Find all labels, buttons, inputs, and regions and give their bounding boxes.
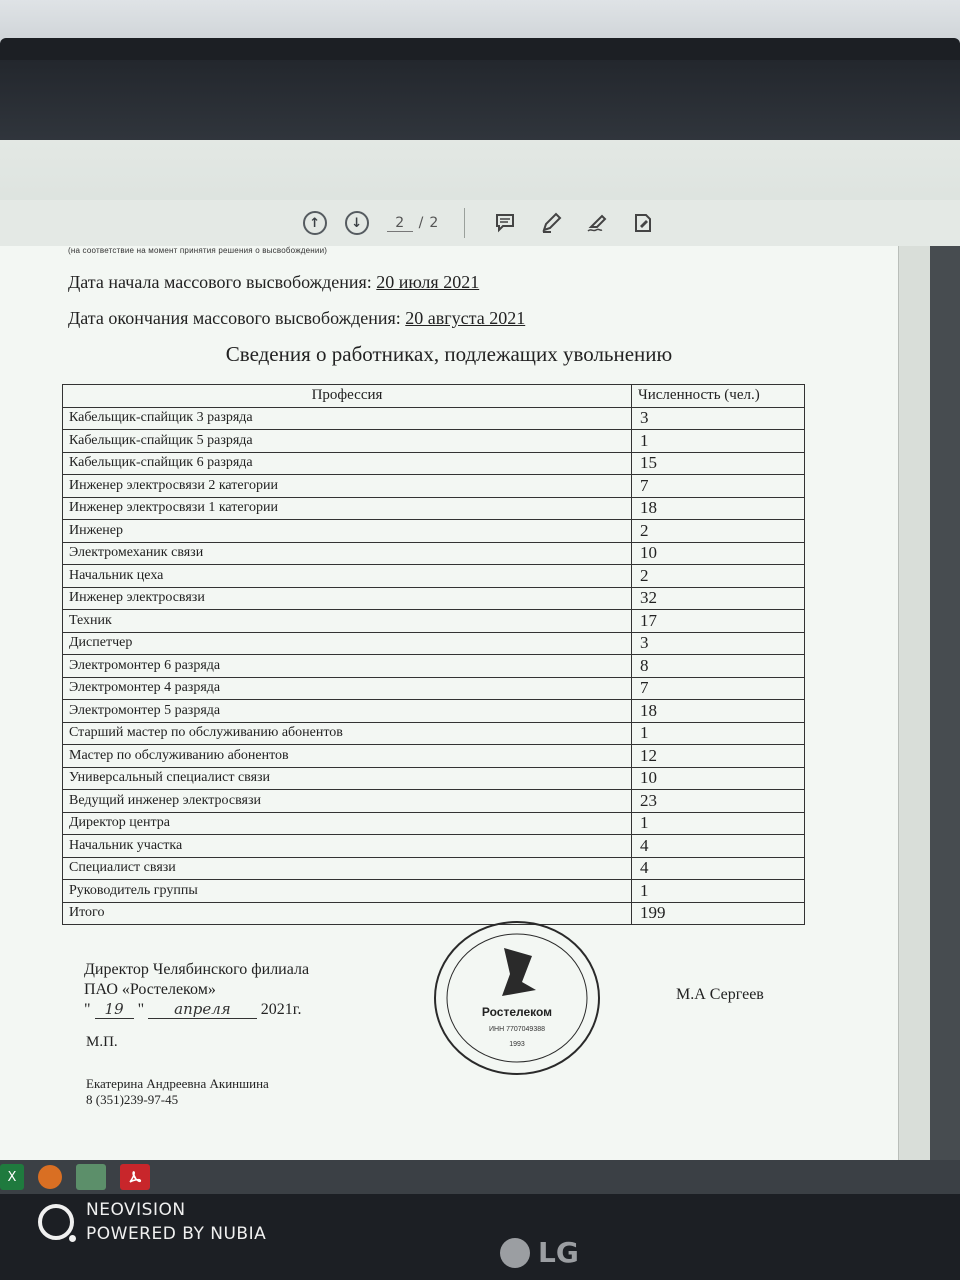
neovision-logo-icon <box>38 1204 74 1240</box>
count-cell: 2 <box>632 520 805 543</box>
profession-cell: Кабельщик-спайщик 5 разряда <box>63 430 632 453</box>
fill-sign-icon <box>632 212 654 234</box>
profession-cell: Ведущий инженер электросвязи <box>63 790 632 813</box>
table-row <box>63 587 805 610</box>
excel-icon[interactable]: X <box>0 1164 24 1190</box>
total-label: Итого <box>63 902 632 925</box>
table-row <box>63 632 805 655</box>
count-cell: 18 <box>632 497 805 520</box>
profession-cell: Директор центра <box>63 812 632 835</box>
table-row <box>63 655 805 678</box>
next-page-button[interactable] <box>345 211 369 235</box>
count-cell: 3 <box>632 632 805 655</box>
monitor-screen <box>0 140 960 1160</box>
quote-open: " <box>84 1001 91 1018</box>
monitor-brand-text: LG <box>538 1236 579 1269</box>
stamp-year: 1993 <box>509 1041 525 1048</box>
count-cell: 4 <box>632 835 805 858</box>
table-row <box>63 835 805 858</box>
table-row <box>63 677 805 700</box>
date-year: 2021г. <box>260 1001 302 1018</box>
pen-icon <box>540 212 562 234</box>
table-row <box>63 475 805 498</box>
profession-cell: Начальник участка <box>63 835 632 858</box>
column-header-profession: Профессия <box>63 385 632 408</box>
table-row <box>63 812 805 835</box>
employees-table <box>62 384 805 925</box>
profession-cell: Электромонтер 4 разряда <box>63 677 632 700</box>
profession-cell: Универсальный специалист связи <box>63 767 632 790</box>
comment-button[interactable] <box>491 209 519 237</box>
pdf-icon <box>127 1169 143 1185</box>
date-day: 19 <box>95 1000 134 1019</box>
count-cell: 1 <box>632 430 805 453</box>
firefox-icon[interactable] <box>38 1165 62 1189</box>
company-stamp <box>432 918 602 1078</box>
count-cell: 10 <box>632 767 805 790</box>
profession-cell: Электромонтер 6 разряда <box>63 655 632 678</box>
profession-cell: Мастер по обслуживанию абонентов <box>63 745 632 768</box>
viewer-dark-panel <box>930 246 960 1160</box>
pdf-toolbar <box>0 200 960 246</box>
count-cell: 2 <box>632 565 805 588</box>
table-row <box>63 745 805 768</box>
end-date-line <box>68 308 525 329</box>
count-cell: 12 <box>632 745 805 768</box>
profession-cell: Специалист связи <box>63 857 632 880</box>
table-header-row <box>63 385 805 408</box>
profession-cell: Электромеханик связи <box>63 542 632 565</box>
table-row <box>63 542 805 565</box>
count-cell: 18 <box>632 700 805 723</box>
signer-name: М.А Сергеев <box>676 986 764 1003</box>
signature-line-2: ПАО «Ростелеком» <box>84 981 216 998</box>
watermark-line-1: NEOVISION <box>86 1200 186 1220</box>
viewer-gutter <box>898 246 930 1160</box>
count-cell: 8 <box>632 655 805 678</box>
count-cell: 7 <box>632 677 805 700</box>
quote-close: " <box>137 1001 145 1018</box>
stamp-company: Ростелеком <box>481 1005 553 1019</box>
previous-page-button[interactable] <box>303 211 327 235</box>
table-row <box>63 857 805 880</box>
table-row <box>63 610 805 633</box>
start-date-line <box>68 272 479 293</box>
app-icon[interactable] <box>76 1164 106 1190</box>
arrow-down-icon: ↓ <box>351 215 363 231</box>
count-cell: 1 <box>632 880 805 903</box>
stamp-logo-icon <box>502 948 536 996</box>
count-cell: 15 <box>632 452 805 475</box>
table-row <box>63 790 805 813</box>
signature-line-1: Директор Челябинского филиала <box>84 961 310 978</box>
cut-off-note: (на соответствие на момент принятия решения о высвобождении) <box>68 246 328 255</box>
lg-logo-icon <box>500 1238 530 1268</box>
profession-cell: Кабельщик-спайщик 6 разряда <box>63 452 632 475</box>
contact-phone: 8 (351)239-97-45 <box>86 1092 179 1107</box>
taskbar <box>0 1160 960 1194</box>
count-cell: 10 <box>632 542 805 565</box>
column-header-count: Численность (чел.) <box>632 385 805 408</box>
count-cell: 1 <box>632 812 805 835</box>
fill-sign-button[interactable] <box>629 209 657 237</box>
table-row <box>63 880 805 903</box>
count-cell: 4 <box>632 857 805 880</box>
count-cell: 32 <box>632 587 805 610</box>
profession-cell: Электромонтер 5 разряда <box>63 700 632 723</box>
start-date-label: Дата начала массового высвобождения: <box>68 272 372 292</box>
profession-cell: Техник <box>63 610 632 633</box>
signature-date <box>84 1000 302 1019</box>
profession-cell: Инженер электросвязи <box>63 587 632 610</box>
table-row <box>63 722 805 745</box>
signature-title <box>84 960 309 1000</box>
count-cell: 3 <box>632 407 805 430</box>
document-page <box>0 246 899 1160</box>
arrow-up-icon: ↑ <box>309 215 321 231</box>
profession-cell: Начальник цеха <box>63 565 632 588</box>
camera-watermark <box>38 1198 266 1246</box>
monitor-brand <box>500 1236 579 1269</box>
table-row <box>63 565 805 588</box>
page-number-input[interactable]: 2 <box>387 215 413 232</box>
table-row <box>63 497 805 520</box>
monitor-bezel-top <box>0 60 960 140</box>
table-row <box>63 520 805 543</box>
table-row <box>63 407 805 430</box>
page-indicator <box>387 215 439 232</box>
table-row <box>63 452 805 475</box>
page-total: 2 <box>429 215 439 231</box>
toolbar-divider <box>464 208 465 238</box>
profession-cell: Диспетчер <box>63 632 632 655</box>
stamp-inn: ИНН 7707049388 <box>488 1026 546 1033</box>
count-cell: 23 <box>632 790 805 813</box>
table-row <box>63 430 805 453</box>
profession-cell: Старший мастер по обслуживанию абонентов <box>63 722 632 745</box>
profession-cell: Инженер электросвязи 1 категории <box>63 497 632 520</box>
date-month: апреля <box>148 1000 257 1019</box>
pdf-reader-icon[interactable] <box>120 1164 150 1190</box>
start-date-value: 20 июля 2021 <box>376 272 480 292</box>
contact-info <box>86 1076 269 1108</box>
total-value: 199 <box>632 902 805 925</box>
profession-cell: Инженер <box>63 520 632 543</box>
highlight-button[interactable] <box>537 209 565 237</box>
count-cell: 7 <box>632 475 805 498</box>
profession-cell: Инженер электросвязи 2 категории <box>63 475 632 498</box>
profession-cell: Кабельщик-спайщик 3 разряда <box>63 407 632 430</box>
sign-button[interactable] <box>583 209 611 237</box>
watermark-line-2: POWERED BY NUBIA <box>86 1224 267 1244</box>
profession-cell: Руководитель группы <box>63 880 632 903</box>
table-heading: Сведения о работниках, подлежащих увольнению <box>225 342 673 366</box>
count-cell: 17 <box>632 610 805 633</box>
contact-name: Екатерина Андреевна Акиншина <box>86 1076 269 1091</box>
page-separator: / <box>418 215 424 231</box>
end-date-value: 20 августа 2021 <box>405 308 526 328</box>
end-date-label: Дата окончания массового высвобождения: <box>68 308 401 328</box>
count-cell: 1 <box>632 722 805 745</box>
table-row <box>63 767 805 790</box>
table-row <box>63 700 805 723</box>
seal-placeholder: М.П. <box>86 1034 118 1050</box>
signature-icon <box>586 212 608 234</box>
comment-icon <box>494 212 516 234</box>
